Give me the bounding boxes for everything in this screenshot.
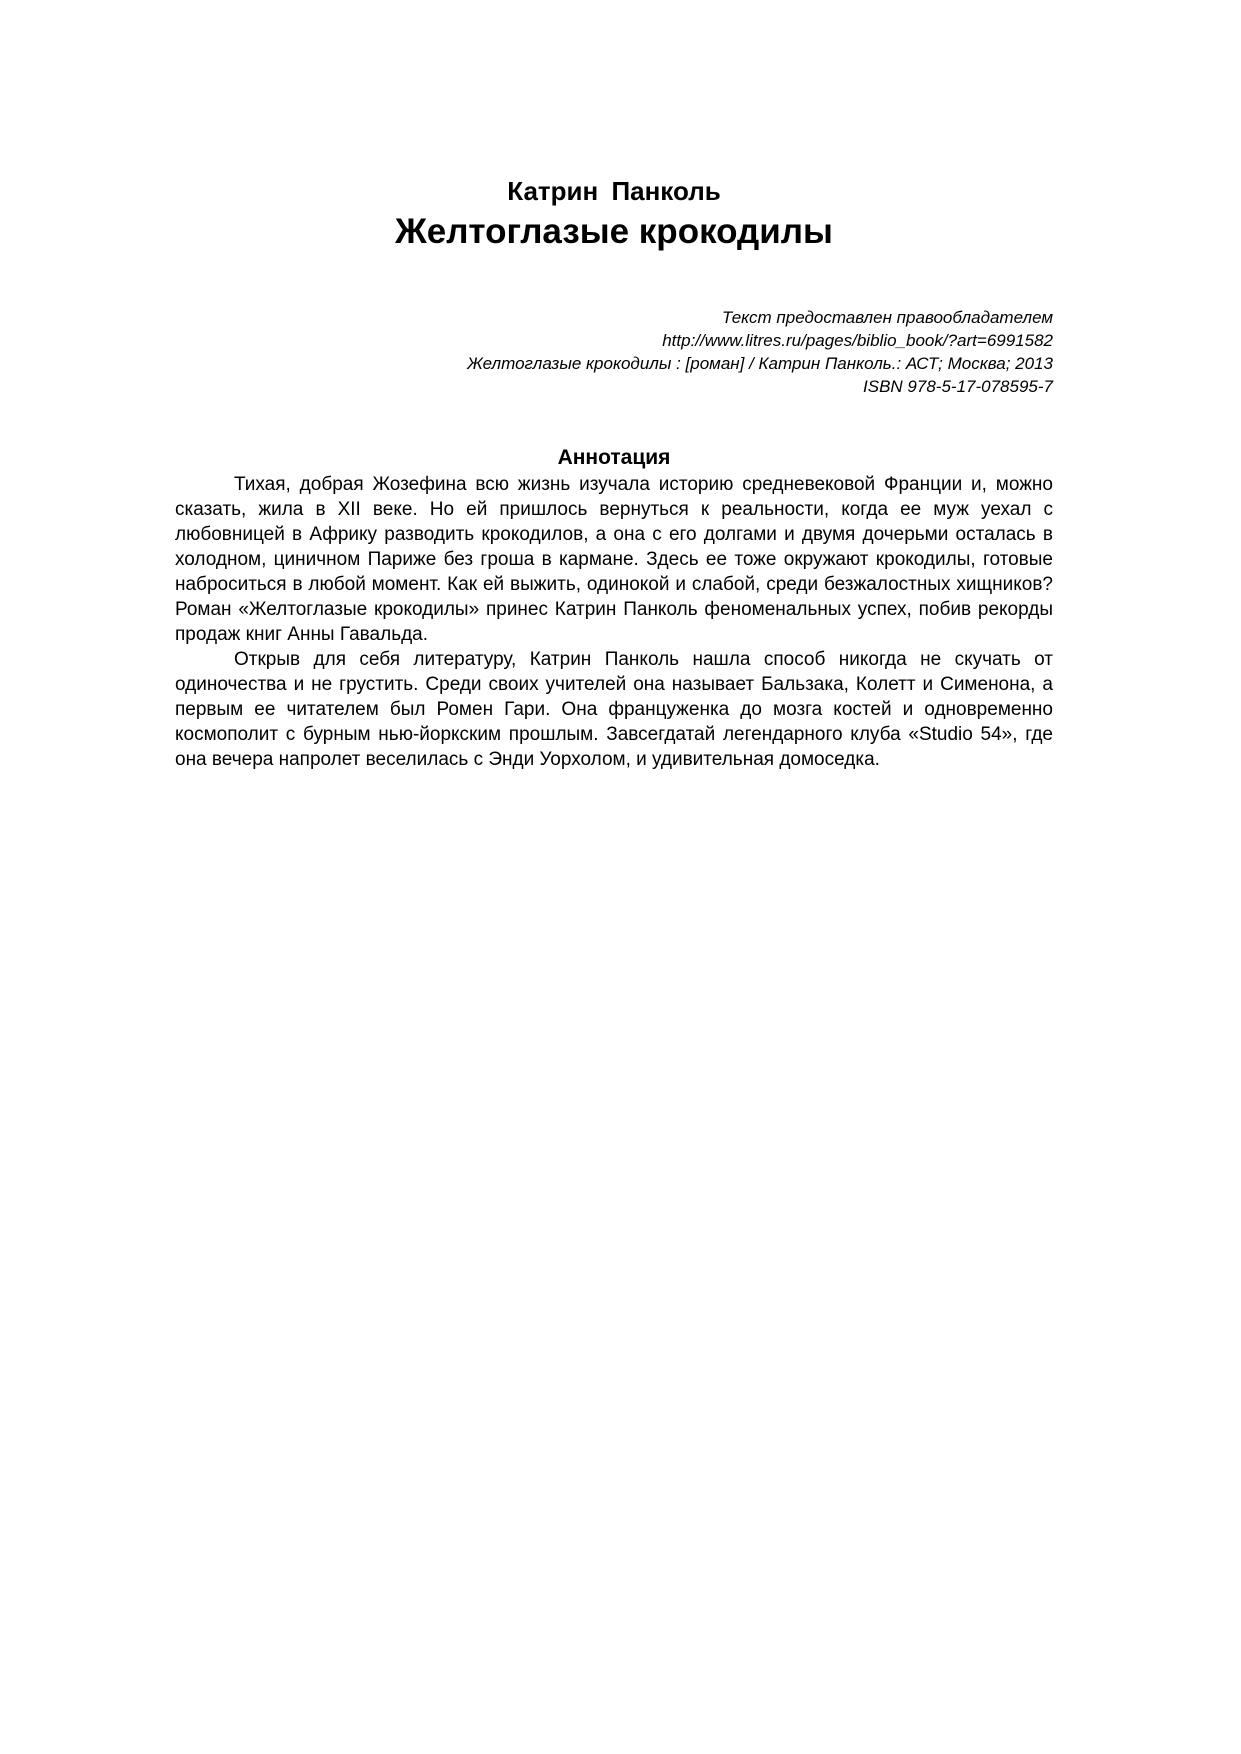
credits-rightholder-line: Текст предоставлен правообладателем bbox=[721, 308, 1053, 327]
credits-bibliographic-line: Желтоглазые крокодилы : [роман] / Катрин Панколь.: АСТ; Москва; 2013 bbox=[467, 354, 1053, 373]
annotation-paragraph: Тихая, добрая Жозефина всю жизнь изучала историю средневековой Франции и, можно сказать, жила в XII веке. Но ей пришлось вернуться к реальности, когда ее муж уехал с любовницей в Африку разводить крокодилов, а она с его долгами и двумя дочерьми осталась в холодном, циничном Париже без гроша в кармане. Здесь ее тоже окружают крокодилы, готовые наброситься в любой момент. Как ей выжить, одинокой и слабой, среди безжалостных хищников? Роман «Желтоглазые крокодилы» принес Катрин Панколь феноменальных успех, побив рекорды продаж книг Анны Гавальда. bbox=[175, 474, 1053, 645]
annotation-paragraph: Открыв для себя литературу, Катрин Панколь нашла способ никогда не скучать от одиночества и не грустить. Среди своих учителей она называет Бальзака, Колетт и Сименона, а первым ее читателем был Ромен Гари. Она француженка до мозга костей и одновременно космополит с бурным нью-йоркским прошлым. Завсегдатай легендарного клуба «Studio 54», где она вечера напролет веселилась с Энди Уорхолом, и удивительная домоседка. bbox=[175, 649, 1053, 770]
book-author: Катрин Панколь bbox=[507, 176, 721, 206]
publication-credits bbox=[175, 306, 1053, 398]
credits-source-url: http://www.litres.ru/pages/biblio_book/?art=6991582 bbox=[662, 331, 1053, 350]
credits-isbn: ISBN 978-5-17-078595-7 bbox=[863, 377, 1053, 396]
annotation-body bbox=[175, 472, 1053, 772]
annotation-heading: Аннотация bbox=[557, 446, 671, 469]
book-title: Желтоглазые крокодилы bbox=[395, 212, 833, 251]
